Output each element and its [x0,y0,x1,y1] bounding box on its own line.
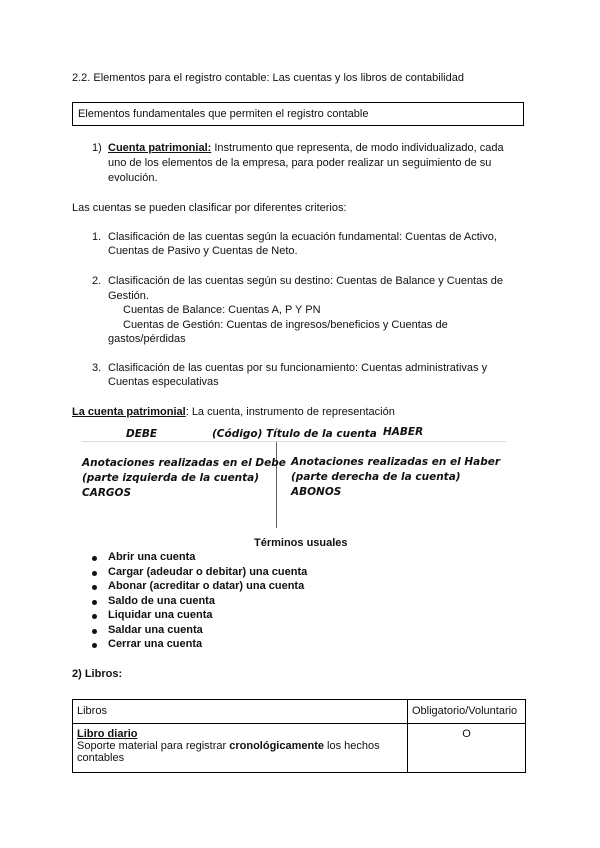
table-row [73,724,526,773]
termino-item: Saldo de una cuenta [108,595,215,607]
t-horizontal-line [82,441,506,442]
t-left-line: Anotaciones realizadas en el Debe [82,457,286,469]
t-debe: DEBE [126,428,158,440]
termino-item: Abrir una cuenta [108,551,196,563]
criterion-number: 1. [92,231,102,243]
col-header-libros: Libros [73,700,408,724]
libro-desc [77,740,403,752]
criterion-number: 2. [92,275,102,287]
termino-item: Cerrar una cuenta [108,638,203,650]
box-title: Elementos fundamentales que permiten el registro contable [78,108,369,120]
item1-number: 1) [92,142,102,154]
bullet-icon [92,585,97,590]
bullet-icon [92,614,97,619]
patrimonial-term: La cuenta patrimonial [72,406,186,418]
libro-desc-c: los hechos [323,740,380,752]
t-right-line: ABONOS [291,486,342,498]
t-haber: HABER [383,426,424,438]
patrimonial-line [72,406,395,418]
item1-text: Instrumento que representa, de modo individualizado, cada [211,142,504,154]
termino-item: Liquidar una cuenta [108,609,213,621]
termino-item: Cargar (adeudar o debitar) una cuenta [108,566,308,578]
patrimonial-rest: : La cuenta, instrumento de representación [185,406,395,418]
libro-value: O [408,724,526,773]
t-right-line: Anotaciones realizadas en el Haber [291,456,501,468]
bullet-icon [92,571,97,576]
t-left-line: CARGOS [82,487,132,499]
criterion-line: Cuentas especulativas [108,376,219,388]
t-right-line: (parte derecha de la cuenta) [291,471,461,483]
terminos-title: Términos usuales [254,537,348,549]
criterion-line: Clasificación de las cuentas por su funcionamiento: Cuentas administrativas y [108,362,488,374]
section-title: 2.2. Elementos para el registro contable: Las cuentas y los libros de contabilidad [72,72,464,84]
table-header-row [73,700,526,724]
classify-intro: Las cuentas se pueden clasificar por diferentes criterios: [72,202,347,214]
libro-desc-a: Soporte material para registrar [77,740,230,752]
criterion-sub: Cuentas de Gestión: Cuentas de ingresos/beneficios y Cuentas de [123,319,448,331]
criterion-line: Clasificación de las cuentas según su destino: Cuentas de Balance y Cuentas de [108,275,504,287]
termino-item: Abonar (acreditar o datar) una cuenta [108,580,305,592]
bullet-icon [92,556,97,561]
t-title: (Código) Título de la cuenta [212,428,377,440]
criterion-sub: Cuentas de Balance: Cuentas A, P Y PN [123,304,321,316]
criterion-number: 3. [92,362,102,374]
item1-line2: uno de los elementos de la empresa, para poder realizar un seguimiento de su [108,157,492,169]
bullet-icon [92,643,97,648]
item1-term: Cuenta patrimonial: [108,142,212,154]
termino-item: Saldar una cuenta [108,624,203,636]
bullet-icon [92,629,97,634]
libro-cell [73,724,408,773]
item1-line1 [108,142,504,154]
t-left-line: (parte izquierda de la cuenta) [82,472,260,484]
libro-desc-d: contables [77,752,125,764]
libros-table [72,699,526,773]
bullet-icon [92,600,97,605]
criterion-line: Clasificación de las cuentas según la ecuación fundamental: Cuentas de Activo, [108,231,497,243]
criterion-line: Gestión. [108,290,149,302]
libros-heading: 2) Libros: [72,668,123,680]
libro-name: Libro diario [77,728,138,740]
col-header-obligatorio: Obligatorio/Voluntario [408,700,526,724]
libro-desc-b: cronológicamente [229,740,324,752]
item1-line3: evolución. [108,172,158,184]
t-vertical-line [276,442,277,528]
box-fundamental-elements [72,102,524,126]
criterion-line: Cuentas de Pasivo y Cuentas de Neto. [108,245,298,257]
criterion-sub: gastos/pérdidas [108,333,186,345]
